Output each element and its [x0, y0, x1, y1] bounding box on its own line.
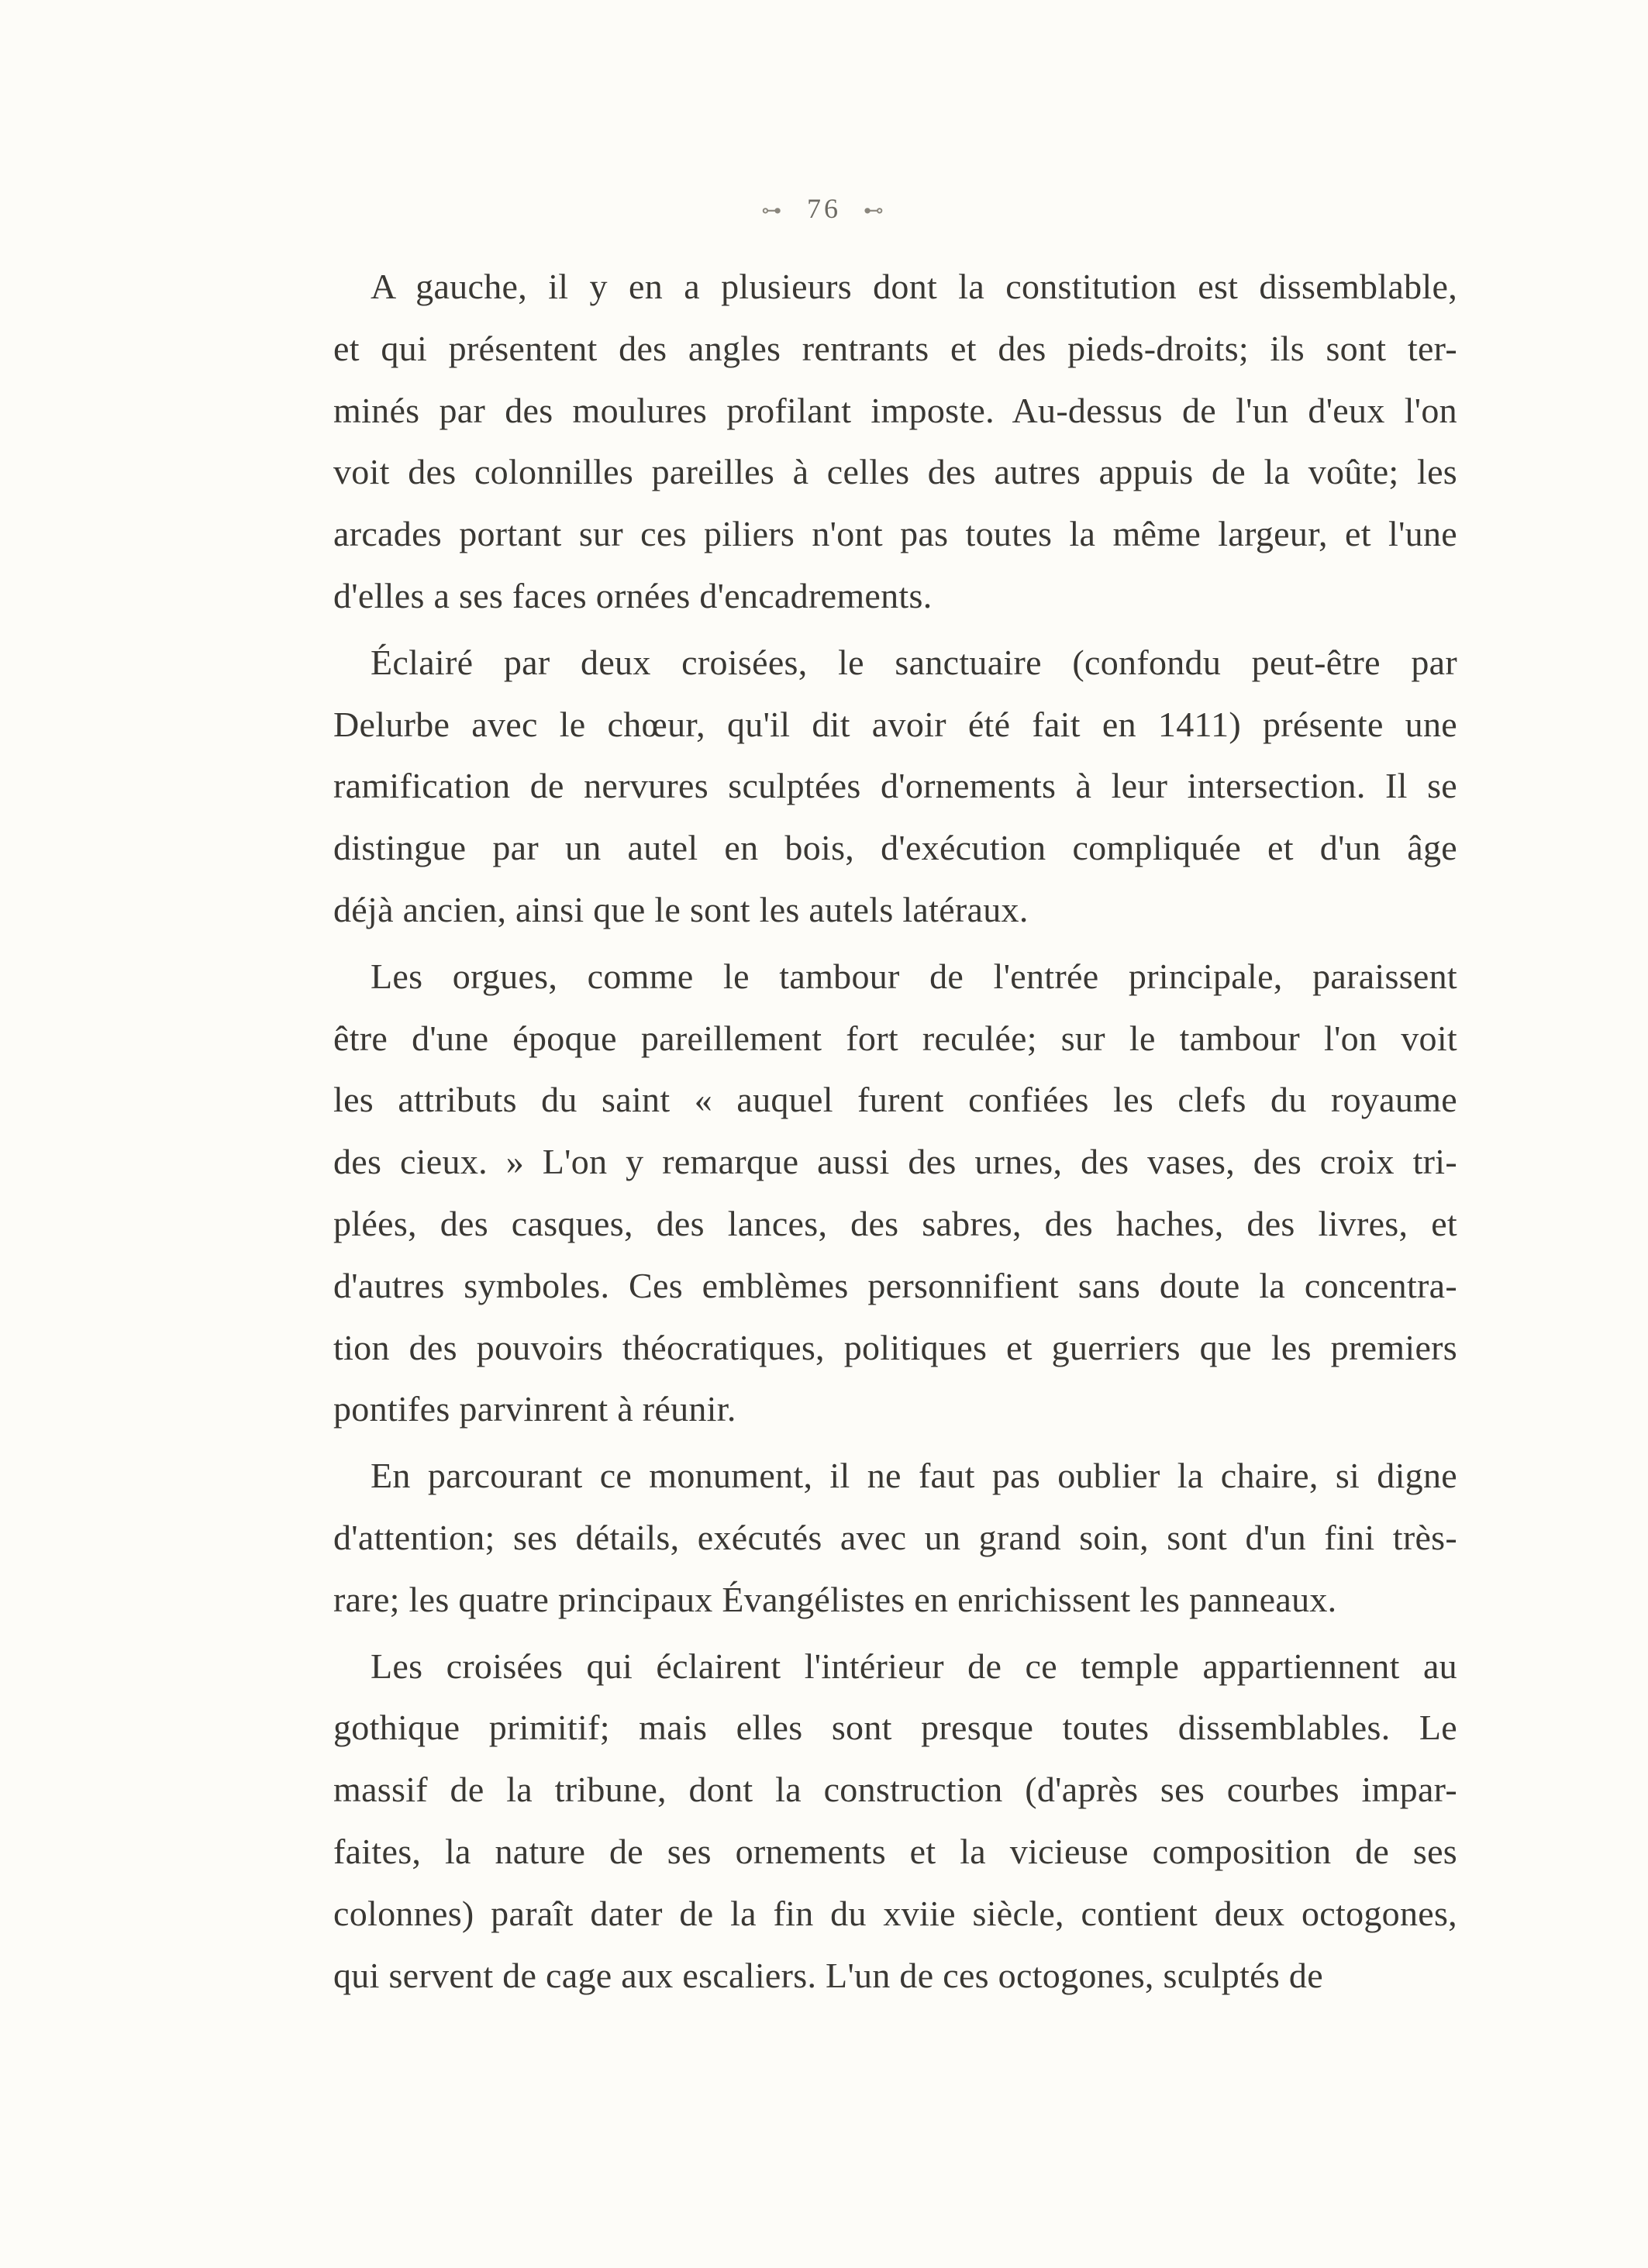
- paragraph: [333, 632, 1457, 941]
- body-text: [333, 256, 1457, 2011]
- text-line: et qui présentent des angles rentrants et des pieds-droits; ils sont ter-: [333, 328, 1457, 368]
- text-line: minés par des moulures profilant imposte. Au-dessus de l'un d'eux l'on: [333, 390, 1457, 430]
- text-line: pontifes parvinrent à réunir.: [333, 1389, 736, 1429]
- paragraph: [333, 1445, 1457, 1630]
- text-line: gothique primitif; mais elles sont presque toutes dissemblables. Le: [333, 1708, 1457, 1748]
- text-line: être d'une époque pareillement fort reculée; sur le tambour l'on voit: [333, 1018, 1457, 1058]
- text-line: arcades portant sur ces piliers n'ont pas toutes la même largeur, et l'une: [333, 514, 1457, 554]
- page-number: 76: [807, 193, 841, 224]
- text-line: En parcourant ce monument, il ne faut pas oublier la chaire, si digne: [371, 1456, 1457, 1496]
- text-line: plées, des casques, des lances, des sabres, des haches, des livres, et: [333, 1203, 1457, 1243]
- text-line: des cieux. » L'on y remarque aussi des urnes, des vases, des croix tri-: [333, 1142, 1457, 1182]
- text-line: tion des pouvoirs théocratiques, politiques et guerriers que les premiers: [333, 1327, 1457, 1367]
- text-line: faites, la nature de ses ornements et la vicieuse composition de ses: [333, 1831, 1457, 1871]
- text-line: Les croisées qui éclairent l'intérieur de ce temple appartiennent au: [371, 1646, 1457, 1686]
- running-head: [0, 192, 1648, 225]
- ornament-left-icon: ⊶: [761, 199, 785, 222]
- text-line: d'autres symboles. Ces emblèmes personnifient sans doute la concentra-: [333, 1265, 1457, 1305]
- text-line: d'elles a ses faces ornées d'encadrements.: [333, 575, 933, 615]
- text-line: voit des colonnilles pareilles à celles des autres appuis de la voûte; les: [333, 452, 1457, 492]
- ornament-right-icon: ⊷: [863, 199, 887, 222]
- text-line: Éclairé par deux croisées, le sanctuaire (confondu peut-être par: [371, 642, 1457, 682]
- text-line: qui servent de cage aux escaliers. L'un de ces octogones, sculptés de: [333, 1955, 1323, 1995]
- text-line: d'attention; ses détails, exécutés avec un grand soin, sont d'un fini très-: [333, 1517, 1457, 1557]
- text-line: Delurbe avec le chœur, qu'il dit avoir été fait en 1411) présente une: [333, 704, 1457, 744]
- paragraph: [333, 1636, 1457, 2007]
- text-line: ramification de nervures sculptées d'ornements à leur intersection. Il se: [333, 766, 1457, 806]
- text-line: déjà ancien, ainsi que le sont les autels latéraux.: [333, 889, 1029, 929]
- text-line: massif de la tribune, dont la construction (d'après ses courbes impar-: [333, 1770, 1457, 1810]
- text-line: les attributs du saint « auquel furent confiées les clefs du royaume: [333, 1080, 1457, 1120]
- text-line: rare; les quatre principaux Évangélistes en enrichissent les panneaux.: [333, 1579, 1337, 1619]
- paragraph: [333, 256, 1457, 627]
- text-line: distingue par un autel en bois, d'exécution compliquée et d'un âge: [333, 828, 1457, 868]
- paragraph: [333, 946, 1457, 1440]
- text-line: A gauche, il y en a plusieurs dont la constitution est dissemblable,: [371, 267, 1457, 306]
- text-line: Les orgues, comme le tambour de l'entrée principale, paraissent: [371, 956, 1457, 996]
- text-line: colonnes) paraît dater de la fin du xviie siècle, contient deux octogones,: [333, 1893, 1457, 1933]
